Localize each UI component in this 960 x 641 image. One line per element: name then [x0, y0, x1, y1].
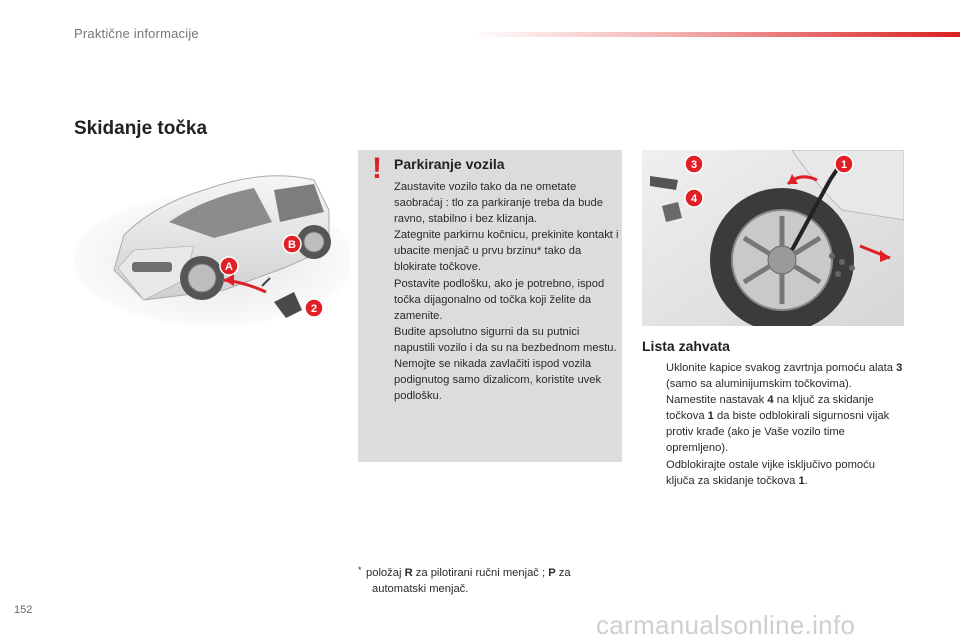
callout-4-marker: [685, 189, 703, 207]
footnote: * položaj R za pilotirani ručni menjač ; P za automatski menjač.: [358, 565, 608, 597]
svg-text:1: 1: [840, 159, 848, 171]
callout-1-marker: [835, 155, 853, 173]
svg-text:4: 4: [690, 193, 698, 205]
callout-2-marker: [305, 299, 323, 317]
svg-text:3: 3: [690, 159, 698, 171]
svg-text:2: 2: [310, 303, 318, 315]
callout-a-marker: [220, 257, 238, 275]
watermark: carmanualsonline.info: [596, 610, 856, 640]
header-accent-bar: [470, 32, 960, 37]
footnote-star: *: [358, 565, 362, 575]
warning-paragraph: Zaustavite vozilo tako da ne ometate saobraćaj : tlo za parkiranje treba da bude ravno, stabilno i bez klizanja.: [394, 181, 603, 226]
warning-icon: !: [372, 152, 382, 185]
procedure-steps: [642, 360, 904, 489]
procedure-title: Lista zahvata: [642, 338, 730, 354]
callout-3-marker: [685, 155, 703, 173]
warning-paragraph: Zategnite parkirnu kočnicu, prekinite kontakt i ubacite menjač u prvu brzinu* tako da blokirate točkove.: [394, 229, 619, 274]
callout-b-marker: [283, 235, 301, 253]
car-illustration: [74, 150, 350, 326]
wheel-illustration: [642, 150, 904, 326]
svg-text:B: B: [288, 239, 296, 251]
page-number: 152: [14, 604, 33, 616]
warning-box: [358, 150, 622, 462]
svg-text:A: A: [225, 261, 233, 273]
header-title: Praktične informacije: [74, 26, 199, 41]
warning-title: Parkiranje vozila: [394, 156, 505, 172]
procedure-step: Odblokirajte ostale vijke isključivo pomoću ključa za skidanje točkova 1.: [666, 458, 875, 487]
warning-body: [394, 179, 620, 404]
section-title: Skidanje točka: [74, 118, 208, 139]
procedure-step: Namestite nastavak 4 na ključ za skidanje točkova 1 da biste odblokirali sigurnosni vijak protiv krađe (ako je Vaše vozilo time opremljeno).: [666, 394, 890, 455]
procedure-step: Uklonite kapice svakog zavrtnja pomoću alata 3 (samo sa aluminijumskim točkovima).: [666, 362, 903, 391]
warning-paragraph: Budite apsolutno sigurni da su putnici napustili vozilo i da su na bezbednom mestu.: [394, 325, 617, 354]
warning-paragraph: Nemojte se nikada zavlačiti ispod vozila podignutog samo dizalicom, koristite uvek podlošku.: [394, 358, 602, 403]
warning-paragraph: Postavite podlošku, ako je potrebno, ispod točka dijagonalno od točka koji želite da zamenite.: [394, 277, 605, 322]
